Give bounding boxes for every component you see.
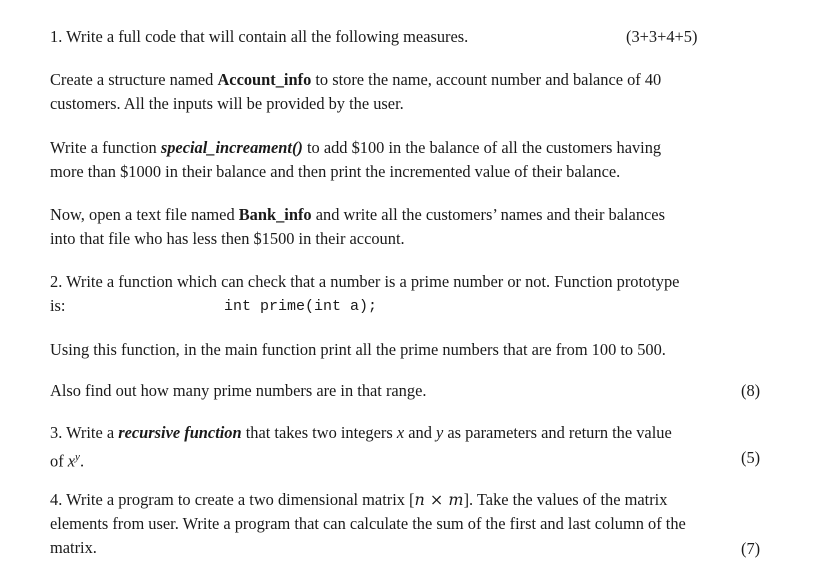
q4-line3: matrix. [50, 538, 97, 557]
q1-heading [50, 25, 468, 49]
q3-pre: 3. Write a [50, 423, 119, 442]
q4-line1-post: ]. Take the values of the matrix [463, 490, 668, 509]
q4-marks: (7) [741, 539, 761, 558]
q3-of-pre: of [50, 451, 68, 471]
var-x: x [396, 423, 405, 442]
q4-line1 [50, 488, 667, 512]
q4-line1-pre: 4. Write a program to create a two dimensional matrix [ [50, 490, 415, 509]
q3-line2 [50, 445, 84, 473]
q2-marks: (8) [741, 381, 761, 400]
q2-also: Also find out how many prime numbers are in that range. [50, 381, 427, 400]
q3-mid: that takes two integers [241, 423, 397, 442]
q1-p3-post: and write all the customers’ names and their balances [311, 205, 665, 224]
q3-of-post: . [79, 451, 85, 471]
q2-is-label: is: [50, 296, 66, 315]
q1-p1-line1 [50, 68, 661, 92]
q2-line1: 2. Write a function which can check that a number is a prime number or not. Function prototype [50, 272, 680, 291]
q1-p1-post: to store the name, account number and balance of 40 [311, 70, 662, 89]
q1-p1-pre: Create a structure named [50, 70, 218, 89]
struct-name-account-info: Account_info [217, 70, 312, 89]
q1-heading-text: 1. Write a full code that will contain all the following measures. [50, 27, 469, 46]
power-base-x: x [67, 451, 76, 471]
q3-line1 [50, 421, 672, 445]
matrix-dimension-expression: n × m [414, 490, 464, 509]
q3-marks: (5) [741, 448, 761, 467]
var-y: y [436, 423, 444, 442]
q3-post: as parameters and return the value [443, 423, 672, 442]
file-name-bank-info: Bank_info [238, 205, 312, 224]
q1-p2-line2: more than $1000 in their balance and then print the incremented value of their balance. [50, 162, 621, 181]
q2-function-prototype: int prime(int a); [224, 298, 378, 315]
function-name-special-increament: special_increament() [160, 138, 303, 157]
q3-and: and [404, 423, 436, 442]
recursive-function-phrase: recursive function [118, 423, 242, 442]
q1-p2-line1 [50, 136, 661, 160]
q4-line2: elements from user. Write a program that can calculate the sum of the first and last column of the [50, 514, 686, 533]
power-exponent-y: y [75, 451, 80, 463]
q1-p3-pre: Now, open a text file named [50, 205, 239, 224]
q1-p2-pre: Write a function [50, 138, 161, 157]
q2-using: Using this function, in the main function print all the prime numbers that are from 100 to 500. [50, 340, 666, 359]
q1-p3-line1 [50, 203, 665, 227]
q1-p3-line2: into that file who has less then $1500 in their account. [50, 229, 405, 248]
q1-p2-post: to add $100 in the balance of all the customers having [302, 138, 662, 157]
q1-marks: (3+3+4+5) [626, 27, 698, 46]
q1-p1-line2: customers. All the inputs will be provided by the user. [50, 94, 404, 113]
